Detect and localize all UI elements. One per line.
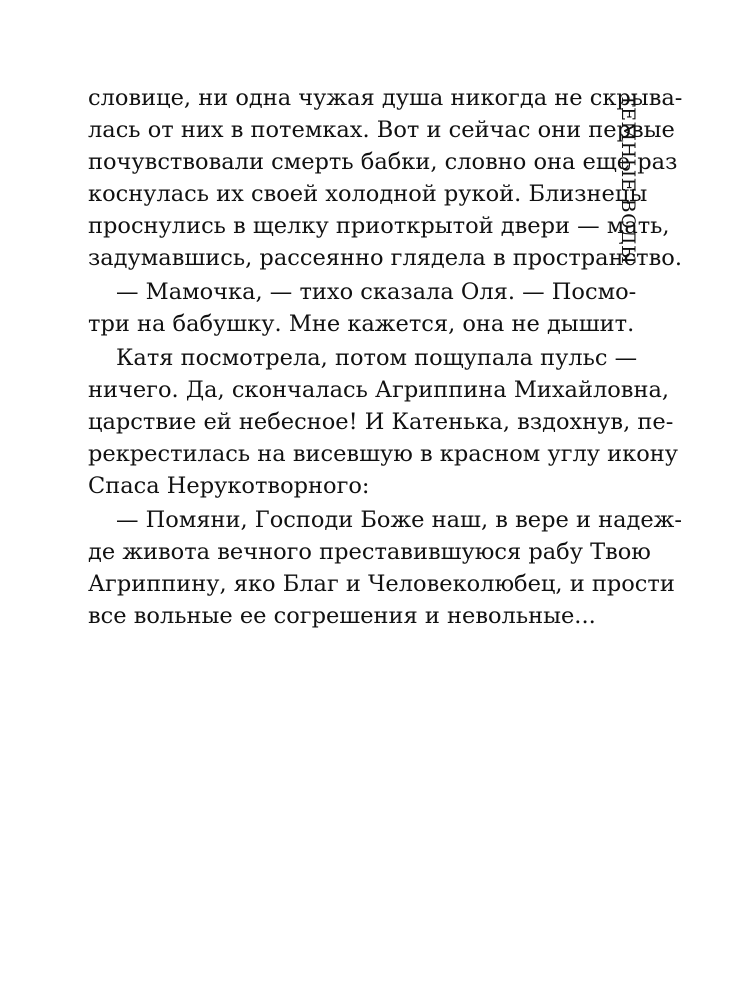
text-line: рекрестилась на висевшую в красном углу икону bbox=[88, 441, 679, 467]
text-line: три на бабушку. Мне кажется, она не дышит. bbox=[88, 311, 635, 337]
running-head: ТЕМНЫЕ ВОДЫ bbox=[617, 94, 639, 265]
text-line: — Помяни, Господи Боже наш, в вере и надеж- bbox=[116, 507, 682, 533]
text-line: Спаса Нерукотворного: bbox=[88, 473, 370, 499]
paragraph-2 bbox=[88, 276, 637, 340]
paragraph-4 bbox=[88, 504, 682, 632]
text-line: царствие ей небесное! И Катенька, вздохнув, пе- bbox=[88, 409, 674, 435]
text-line: коснулась их своей холодной рукой. Близнецы bbox=[88, 181, 648, 207]
text-line: — Мамочка, — тихо сказала Оля. — Посмо- bbox=[116, 279, 637, 305]
text-line: ничего. Да, скончалась Агриппина Михайловна, bbox=[88, 377, 670, 403]
text-line: задумавшись, рассеянно глядела в пространство. bbox=[88, 245, 682, 271]
text-line: проснулись в щелку приоткрытой двери — мать, bbox=[88, 213, 670, 239]
paragraph-3 bbox=[88, 342, 679, 502]
text-line: почувствовали смерть бабки, словно она еще раз bbox=[88, 149, 678, 175]
text-line: все вольные ее согрешения и невольные... bbox=[88, 603, 596, 629]
text-line: Агриппину, яко Благ и Человеколюбец, и прости bbox=[88, 571, 675, 597]
text-line: словице, ни одна чужая душа никогда не скрыва- bbox=[88, 85, 683, 111]
text-line: Катя посмотрела, потом пощупала пульс — bbox=[116, 345, 638, 371]
text-line: лась от них в потемках. Вот и сейчас они первые bbox=[88, 117, 675, 143]
text-line: де живота вечного преставившуюся рабу Твою bbox=[88, 539, 651, 565]
